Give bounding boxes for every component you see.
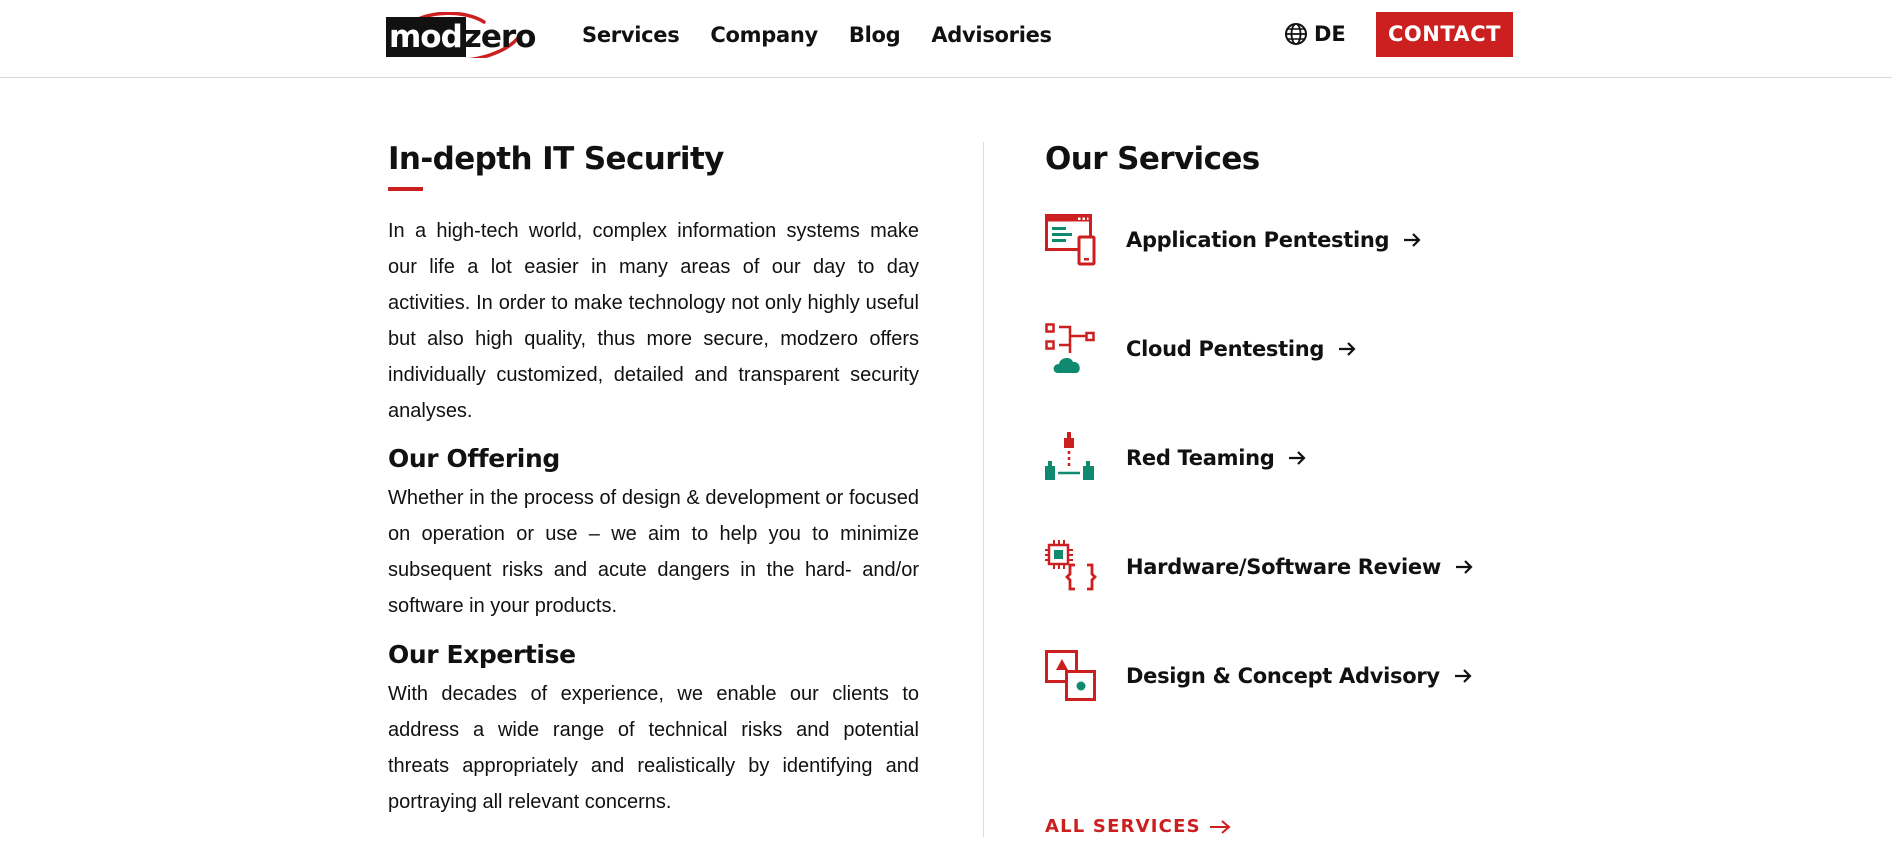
arrow-right-icon [1338,341,1356,357]
arrow-right-icon [1288,450,1306,466]
arrow-right-icon [1209,819,1231,835]
cloud-network-icon [1045,321,1097,377]
intro-section [388,138,919,820]
logo-zero: zero [463,19,536,55]
nav-services[interactable]: Services [582,23,680,47]
expertise-paragraph: With decades of experience, we enable our clients to address a wide range of technical risks and potential threats appropriately and realistically by identifying and portraying all relevant concerns. [388,683,919,813]
logo-wordmark [388,20,535,54]
nav-company[interactable]: Company [710,23,818,47]
service-label: Red Teaming [1126,446,1275,470]
main-nav [582,22,1052,48]
site-header [0,0,1892,78]
service-label: Application Pentesting [1126,228,1390,252]
service-application-pentesting[interactable] [1045,212,1525,268]
globe-icon [1284,22,1308,46]
services-section [1045,138,1565,688]
all-services-label: ALL SERVICES [1045,816,1201,837]
arrow-right-icon [1455,559,1473,575]
column-divider [983,142,984,837]
nav-blog[interactable]: Blog [848,23,901,47]
arrow-right-icon [1454,668,1472,684]
language-label: DE [1314,22,1346,46]
service-design-concept-advisory[interactable] [1045,648,1525,704]
design-shapes-icon [1045,648,1097,704]
service-label: Hardware/Software Review [1126,555,1441,579]
arrow-right-icon [1403,232,1421,248]
intro-paragraph: In a high-tech world, complex information systems make our life a lot easier in many areas of our day to day activities. In order to make technology not only highly useful but also high quality, thus more secure, modzero offers individually customized, detailed and transparent security analyses. [388,220,919,422]
offering-paragraph: Whether in the process of design & development or focused on operation or use – we aim to help you to minimize subsequent risks and acute dangers in the hard- and/or software in your products. [388,487,919,617]
contact-button[interactable]: CONTACT [1376,12,1513,57]
application-window-icon [1045,212,1097,268]
logo-mod: mod [389,19,462,55]
title-underline [388,187,423,191]
service-label: Design & Concept Advisory [1126,664,1440,688]
services-title: Our Services [1045,141,1260,177]
language-switcher[interactable] [1284,21,1346,47]
expertise-heading: Our Expertise [388,640,576,669]
service-cloud-pentesting[interactable] [1045,321,1525,377]
chip-code-icon [1045,539,1097,595]
nav-advisories[interactable]: Advisories [931,23,1052,47]
service-red-teaming[interactable] [1045,430,1525,486]
offering-heading: Our Offering [388,444,560,473]
page-title: In-depth IT Security [388,141,724,177]
service-hardware-software-review[interactable] [1045,539,1525,595]
all-services-link[interactable] [1045,816,1231,837]
red-team-icon [1045,430,1097,486]
service-label: Cloud Pentesting [1126,337,1325,361]
modzero-logo[interactable] [388,12,536,58]
